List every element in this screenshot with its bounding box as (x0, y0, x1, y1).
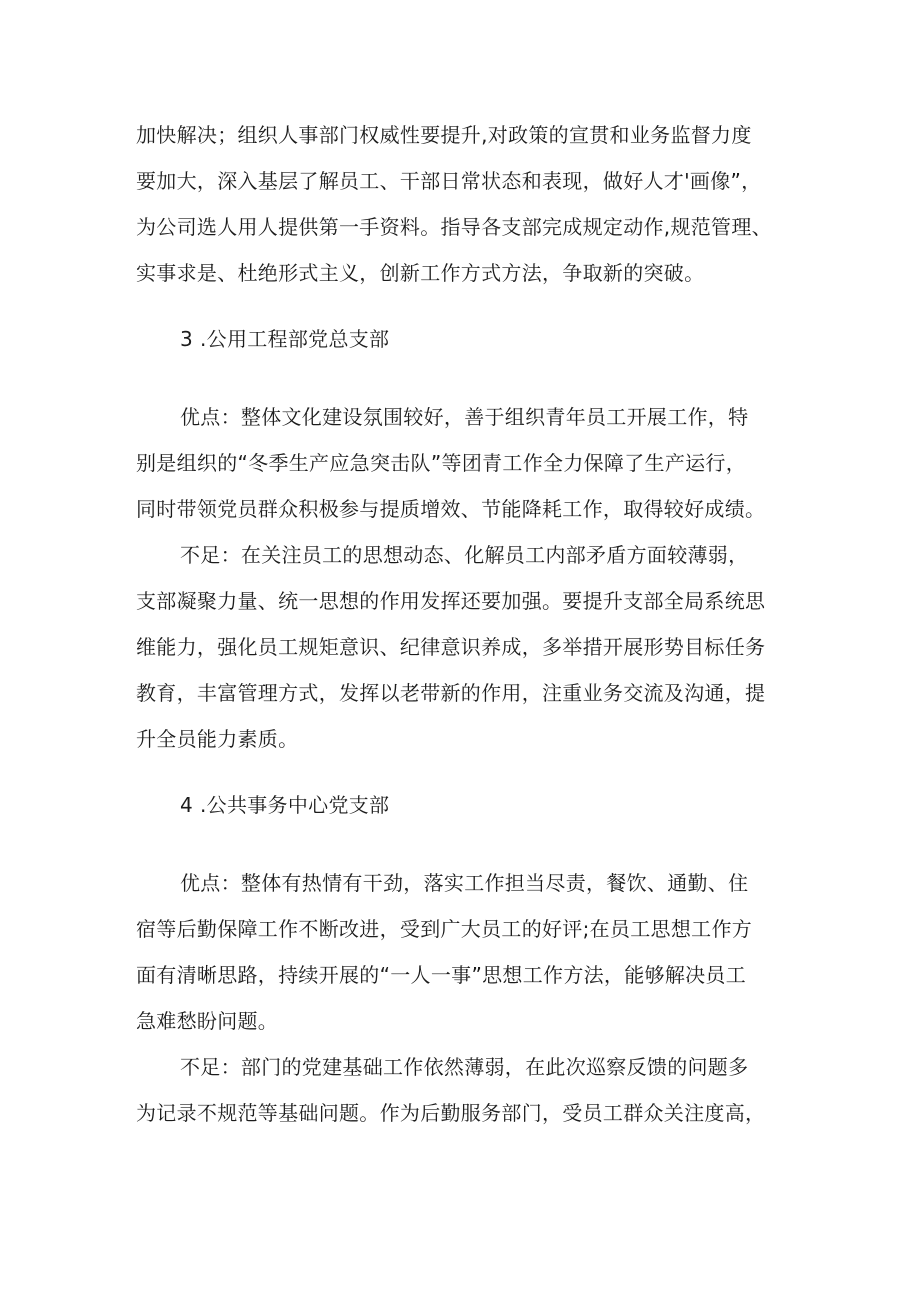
shortcomings-paragraph (136, 1044, 808, 1136)
paragraph-line: 教育，丰富管理方式，发挥以老带新的作用，注重业务交流及沟通，提 (136, 681, 766, 705)
advantages-paragraph (136, 860, 808, 1044)
section-number: 4 (180, 793, 194, 817)
paragraph-line: 维能力，强化员工规矩意识、纪律意识养成，多举措开展形势目标任务 (136, 635, 766, 659)
paragraph-line: 面有清晰思路，持续开展的“一人一事”思想工作方法，能够解决员工 (136, 963, 747, 987)
spacer (136, 828, 808, 860)
paragraph-line: 不足：部门的党建基础工作依然薄弱，在此次巡察反馈的问题多 (180, 1055, 749, 1079)
paragraph-line: 实事求是、杜绝形式主义，创新工作方式方法，争取新的突破。 (136, 261, 705, 285)
paragraph-line: 急难愁盼问题。 (136, 1009, 279, 1033)
paragraph-line: 优点：整体文化建设氛围较好，善于组织青年员工开展工作，特 (180, 405, 749, 429)
paragraph-line: 升全员能力素质。 (136, 727, 299, 751)
advantages-paragraph (136, 394, 808, 532)
section-heading-4 (136, 782, 808, 828)
paragraph-line: 支部凝聚力量、统一思想的作用发挥还要加强。要提升支部全局系统思 (136, 589, 766, 613)
paragraph-line: 要加大，深入基层了解员工、干部日常状态和表现，做好人才'画像”， (136, 169, 762, 193)
section-title: .公用工程部党总支部 (200, 327, 390, 351)
section-title: .公共事务中心党支部 (200, 793, 390, 817)
paragraph-line: 同时带领党员群众积极参与提质增效、节能降耗工作，取得较好成绩。 (136, 497, 766, 521)
spacer (136, 296, 808, 316)
paragraph-line: 为公司选人用人提供第一手资料。指导各支部完成规定动作,规范管理、 (136, 215, 772, 239)
spacer (136, 762, 808, 782)
paragraph-line: 不足：在关注员工的思想动态、化解员工内部矛盾方面较薄弱， (180, 543, 749, 567)
section-number: 3 (180, 327, 194, 351)
document-body (136, 112, 808, 1136)
shortcomings-paragraph (136, 532, 808, 762)
paragraph-line: 别是组织的“冬季生产应急突击队”等团青工作全力保障了生产运行， (136, 451, 747, 475)
paragraph-line: 为记录不规范等基础问题。作为后勤服务部门，受员工群众关注度高， (136, 1101, 766, 1125)
paragraph-line: 宿等后勤保障工作不断改进，受到广大员工的好评;在员工思想工作方 (136, 917, 753, 941)
paragraph-line: 优点：整体有热情有干劲，落实工作担当尽责，餐饮、通勤、住 (180, 871, 749, 895)
section-heading-3 (136, 316, 808, 362)
spacer (136, 362, 808, 394)
paragraph-line: 加快解决；组织人事部门权威性要提升,对政策的宣贯和业务监督力度 (136, 123, 752, 147)
intro-paragraph (136, 112, 808, 296)
